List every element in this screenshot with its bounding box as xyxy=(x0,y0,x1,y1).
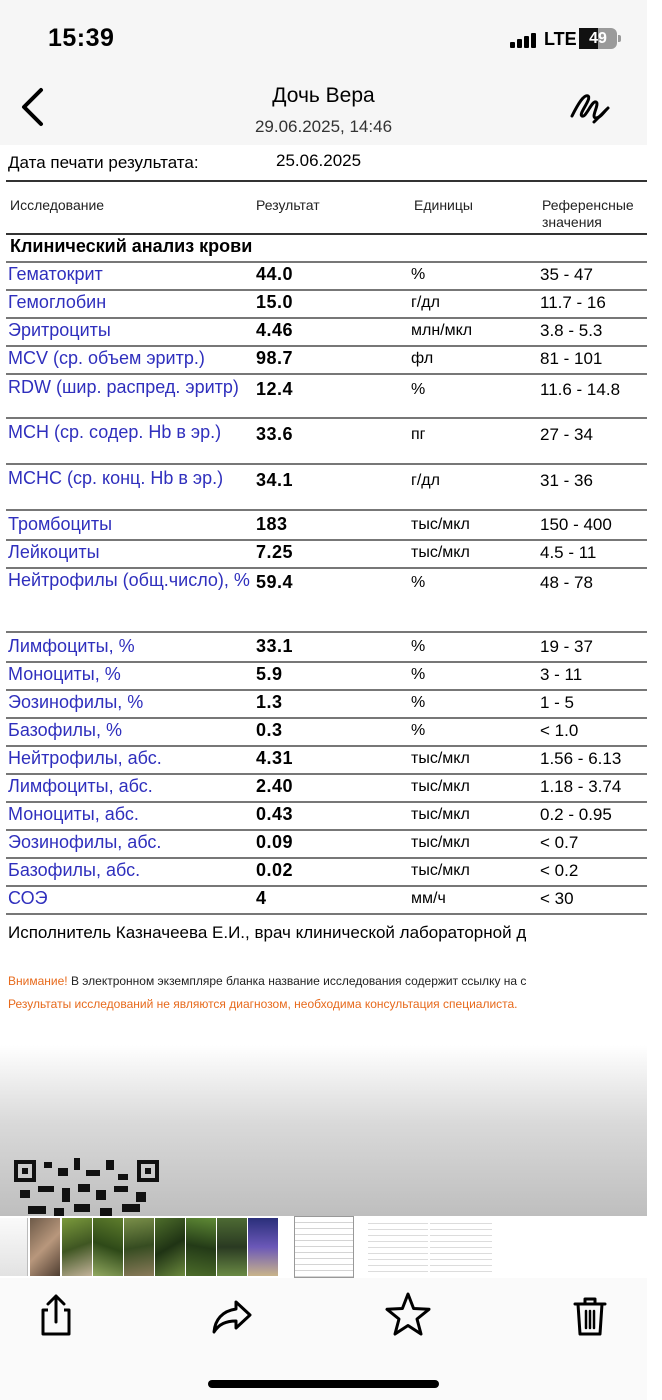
test-name[interactable]: MCH (ср. содер. Hb в эр.) xyxy=(8,422,222,442)
test-unit: тыс/мкл xyxy=(411,750,470,767)
test-unit: % xyxy=(411,266,426,283)
battery-icon xyxy=(579,28,617,49)
row-separator xyxy=(6,631,647,633)
test-name[interactable]: Нейтрофилы, абс. xyxy=(8,748,162,768)
test-result: 33.1 xyxy=(256,636,294,656)
row-separator xyxy=(6,913,647,915)
test-unit: тыс/мкл xyxy=(411,544,470,561)
row-separator xyxy=(6,373,647,375)
thumbnail-photo-3[interactable] xyxy=(93,1218,123,1276)
test-name[interactable]: MCHC (ср. конц. Hb в эр.) xyxy=(8,468,224,488)
test-unit: % xyxy=(411,574,426,591)
test-reference: 81 - 101 xyxy=(540,349,603,368)
conversation-title: Дочь Вера xyxy=(272,84,375,107)
test-reference: 1.18 - 3.74 xyxy=(540,777,622,796)
markup-button[interactable] xyxy=(566,86,614,128)
header-units: Единицы xyxy=(414,197,473,213)
test-reference: 35 - 47 xyxy=(540,265,593,284)
test-result: 4.31 xyxy=(256,748,294,768)
test-result: 0.43 xyxy=(256,804,294,824)
test-name[interactable]: Тромбоциты xyxy=(8,514,113,534)
test-unit: % xyxy=(411,638,426,655)
test-result: 4 xyxy=(256,888,267,908)
thumbnail-document-1[interactable] xyxy=(0,1218,28,1276)
test-reference: < 0.2 xyxy=(540,861,579,880)
row-separator xyxy=(6,801,647,803)
test-result: 183 xyxy=(256,514,288,534)
test-unit: фл xyxy=(411,350,434,367)
navigation-bar xyxy=(0,70,647,145)
test-reference: 3 - 11 xyxy=(540,665,583,684)
attachment-thumbnail-strip[interactable] xyxy=(0,1216,647,1278)
header-study: Исследование xyxy=(10,197,105,213)
message-timestamp: 29.06.2025, 14:46 xyxy=(254,117,393,136)
test-unit: мм/ч xyxy=(411,890,446,907)
test-result: 59.4 xyxy=(256,572,294,592)
row-separator xyxy=(6,509,647,511)
test-name[interactable]: Эритроциты xyxy=(8,320,111,340)
test-reference: 19 - 37 xyxy=(540,637,593,656)
test-name[interactable]: Базофилы, абс. xyxy=(8,860,141,880)
thumbnail-document-3[interactable] xyxy=(430,1218,492,1276)
test-reference: 48 - 78 xyxy=(540,573,593,592)
row-separator xyxy=(6,689,647,691)
row-separator xyxy=(6,463,647,465)
test-name[interactable]: Лейкоциты xyxy=(8,542,100,562)
test-reference: 1 - 5 xyxy=(540,693,575,712)
document-viewer[interactable] xyxy=(0,145,647,1220)
test-name[interactable]: Гематокрит xyxy=(8,264,103,284)
forward-icon xyxy=(204,1288,260,1344)
row-separator xyxy=(6,661,647,663)
test-unit: тыс/мкл xyxy=(411,516,470,533)
header-result: Результат xyxy=(256,197,320,213)
test-name[interactable]: Базофилы, % xyxy=(8,720,122,740)
thumbnail-photo-4[interactable] xyxy=(124,1218,154,1276)
test-unit: % xyxy=(411,694,426,711)
test-name[interactable]: СОЭ xyxy=(8,888,48,908)
row-separator xyxy=(6,345,647,347)
row-separator xyxy=(6,773,647,775)
trash-icon xyxy=(562,1288,618,1344)
thumbnail-photo-1[interactable] xyxy=(30,1218,60,1276)
test-name[interactable]: Лимфоциты, абс. xyxy=(8,776,153,796)
thumbnail-photo-8[interactable] xyxy=(248,1218,278,1276)
row-separator xyxy=(6,885,647,887)
test-result: 7.25 xyxy=(256,542,294,562)
thumbnail-photo-5[interactable] xyxy=(155,1218,185,1276)
test-name[interactable]: MCV (ср. объем эритр.) xyxy=(8,348,205,368)
test-result: 15.0 xyxy=(256,292,294,312)
thumbnail-photo-6[interactable] xyxy=(186,1218,216,1276)
test-unit: тыс/мкл xyxy=(411,778,470,795)
test-unit: тыс/мкл xyxy=(411,806,470,823)
row-separator xyxy=(6,717,647,719)
test-reference: 11.7 - 16 xyxy=(540,293,606,312)
test-reference: 1.56 - 6.13 xyxy=(540,749,622,768)
test-result: 0.09 xyxy=(256,832,294,852)
test-result: 1.3 xyxy=(256,692,283,712)
test-result: 2.40 xyxy=(256,776,294,796)
battery-cap xyxy=(618,35,621,42)
network-type: LTE xyxy=(544,29,577,49)
test-name[interactable]: Моноциты, абс. xyxy=(8,804,139,824)
test-reference: 31 - 36 xyxy=(540,471,593,490)
test-result: 0.02 xyxy=(256,860,294,880)
note-warning: Внимание! xyxy=(8,974,68,988)
electronic-copy-note xyxy=(8,974,526,988)
test-reference: < 1.0 xyxy=(540,721,579,740)
cellular-signal-icon xyxy=(510,32,540,48)
print-date-value: 25.06.2025 xyxy=(276,151,362,170)
thumbnail-photo-2[interactable] xyxy=(62,1218,92,1276)
row-separator xyxy=(6,417,647,419)
row-separator xyxy=(6,261,647,263)
test-name[interactable]: Нейтрофилы (общ.число), % xyxy=(8,570,250,590)
star-icon xyxy=(380,1288,436,1344)
row-separator xyxy=(6,233,647,235)
row-separator xyxy=(6,289,647,291)
status-bar xyxy=(0,0,647,70)
test-name[interactable]: Эозинофилы, абс. xyxy=(8,832,162,852)
share-button[interactable] xyxy=(28,1288,84,1344)
test-result: 0.3 xyxy=(256,720,283,740)
test-reference: 3.8 - 5.3 xyxy=(540,321,603,340)
header-reference: Референсные значения xyxy=(542,197,634,230)
test-name[interactable]: RDW (шир. распред. эритр) xyxy=(8,377,239,397)
test-reference: 27 - 34 xyxy=(540,425,593,444)
test-name[interactable]: Гемоглобин xyxy=(8,292,107,312)
row-separator xyxy=(6,180,647,182)
test-result: 33.6 xyxy=(256,424,294,444)
row-separator xyxy=(6,567,647,569)
section-title: Клинический анализ крови xyxy=(10,236,253,256)
test-reference: < 0.7 xyxy=(540,833,579,852)
favorite-button[interactable] xyxy=(380,1288,436,1344)
home-indicator xyxy=(208,1380,439,1388)
test-result: 4.46 xyxy=(256,320,294,340)
test-result: 12.4 xyxy=(256,379,294,399)
test-unit: г/дл xyxy=(411,294,440,311)
test-reference: 0.2 - 0.95 xyxy=(540,805,612,824)
test-reference: 150 - 400 xyxy=(540,515,612,534)
forward-button[interactable] xyxy=(204,1288,260,1344)
test-unit: % xyxy=(411,666,426,683)
row-separator xyxy=(6,857,647,859)
row-separator xyxy=(6,317,647,319)
test-result: 5.9 xyxy=(256,664,283,684)
test-name[interactable]: Эозинофилы, % xyxy=(8,692,144,712)
test-unit: % xyxy=(411,722,426,739)
thumbnail-photo-7[interactable] xyxy=(217,1218,247,1276)
performer-line: Исполнитель Казначеева Е.И., врач клинической лабораторной д xyxy=(8,923,527,942)
row-separator xyxy=(6,745,647,747)
note-text: В электронном экземпляре бланка название исследования содержит ссылку на с xyxy=(67,974,527,988)
delete-button[interactable] xyxy=(562,1288,618,1344)
test-name[interactable]: Моноциты, % xyxy=(8,664,121,684)
disclaimer-note: Результаты исследований не являются диагнозом, необходима консультация специалиста. xyxy=(8,997,518,1011)
test-reference: 4.5 - 11 xyxy=(540,543,597,562)
share-icon xyxy=(28,1288,84,1344)
test-unit: тыс/мкл xyxy=(411,862,470,879)
test-unit: пг xyxy=(411,426,426,443)
qr-code xyxy=(14,1150,159,1220)
test-unit: млн/мкл xyxy=(411,322,473,339)
row-separator xyxy=(6,829,647,831)
row-separator xyxy=(6,539,647,541)
thumbnail-document-current[interactable] xyxy=(294,1216,354,1278)
status-time: 15:39 xyxy=(48,24,115,52)
test-unit: тыс/мкл xyxy=(411,834,470,851)
print-date-label: Дата печати результата: xyxy=(8,153,199,172)
battery-level: 49 xyxy=(589,30,607,47)
thumbnail-document-2[interactable] xyxy=(368,1218,428,1276)
test-result: 44.0 xyxy=(256,264,294,284)
test-result: 34.1 xyxy=(256,470,294,490)
test-name[interactable]: Лимфоциты, % xyxy=(8,636,135,656)
test-result: 98.7 xyxy=(256,348,294,368)
markup-pen-icon xyxy=(566,86,614,128)
test-reference: 11.6 - 14.8 xyxy=(540,380,621,399)
test-unit: г/дл xyxy=(411,472,440,489)
test-unit: % xyxy=(411,381,426,398)
test-reference: < 30 xyxy=(540,889,574,908)
